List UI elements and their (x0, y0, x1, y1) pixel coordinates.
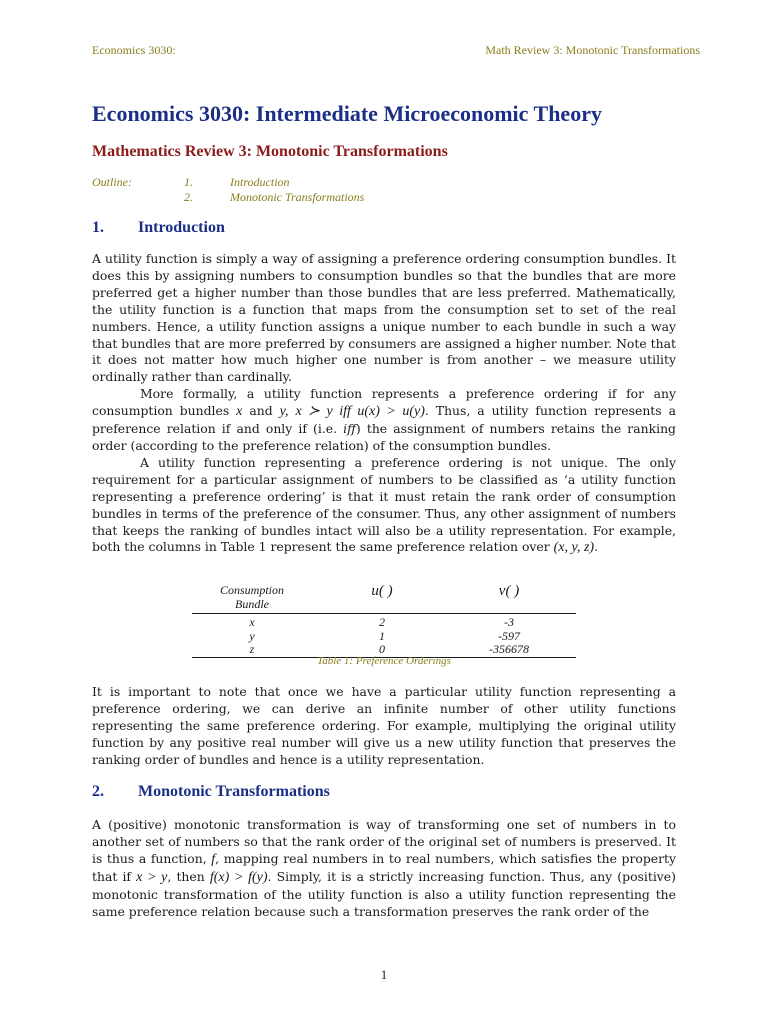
text-run: ) the assignment of numbers retains the ranking order (according to the preference relation) of the consumption bundles. (92, 421, 676, 453)
text-run: A (positive) monotonic transformation is way of transforming one set of numbers in to another set of numbers so that the rank order of the original set of numbers is preserved. It is thus a function, (92, 817, 676, 866)
post-table-body (92, 684, 676, 769)
outline-label: Outline: (92, 175, 132, 189)
iff-term: iff (343, 421, 356, 437)
table-cell: z (249, 642, 255, 656)
math-f: f (211, 851, 216, 867)
introduction-body (92, 251, 676, 557)
text-run: and (249, 403, 273, 419)
math-xyz: (x, y, z) (553, 540, 595, 556)
outline-item (184, 175, 290, 190)
column-header-v: v( ) (498, 583, 520, 599)
column-header-u: u( ) (371, 583, 393, 599)
table-cell: -3 (504, 615, 514, 629)
running-header-left: Economics 3030: (92, 43, 176, 57)
section-title: Introduction (138, 219, 225, 236)
monotonic-body (92, 817, 676, 920)
text-run: , mapping real numbers in to real numbers, which satisfies the property that if (92, 850, 676, 884)
outline-item-number: 1. (184, 175, 193, 189)
outline-item-number: 2. (184, 190, 193, 204)
paragraph: It is important to note that once we have a particular utility function representing a preference ordering, we can derive an infinite number of other utility functions representing the same preference ordering. For example, multiplying the original utility function by any positive real number will give us a new utility function that preserves the ranking order of bundles and hence is a utility representation. (92, 684, 676, 767)
text-run: . Thus, a utility function represents a preference relation if and only if (i.e. (92, 403, 676, 437)
table-cell: -597 (498, 628, 520, 643)
section-number: 1. (92, 219, 104, 236)
outline-item-text: Introduction (230, 175, 290, 189)
table-cell: 1 (379, 628, 385, 643)
section-heading-introduction (92, 219, 225, 237)
text-run: . Simply, it is a strictly increasing function. Thus, any (positive) monotonic transformation of the utility function is also a utility function representing the same preference relation because such a transformation preserves the rank order of the (92, 868, 676, 919)
text-run: , then (167, 868, 205, 884)
page-number: 1 (380, 967, 388, 982)
running-header-right: Math Review 3: Monotonic Transformations (485, 43, 700, 57)
paragraph (92, 817, 676, 920)
header-line: Consumption (219, 583, 284, 597)
math-y: y, (279, 404, 289, 420)
table-cell: -356678 (489, 642, 529, 656)
preference-table (192, 583, 576, 658)
table-header (192, 583, 576, 614)
section-title: Monotonic Transformations (138, 783, 330, 800)
outline-item (184, 190, 364, 205)
paragraph (92, 455, 676, 557)
text-run: . (594, 539, 599, 555)
table-body (192, 614, 576, 658)
text-run: A utility function representing a preference ordering is not unique. The only requirement for a particular assignment of numbers to be classified as ‘a utility function representing a preference ordering’ is that it must retain the rank order of consumption bundles in terms of the preference of the consumer. Thus, any other assignment of numbers that keeps the ranking of bundles intact will also be a utility representation. For example, both the columns in Table 1 represent the same preference relation over (92, 454, 676, 555)
table-cell: y (249, 628, 255, 643)
section-number: 2. (92, 783, 104, 800)
table-caption: Table 1: Preference Orderings (317, 655, 451, 667)
table-row (192, 630, 576, 644)
table-row (192, 616, 576, 630)
column-header-bundle (192, 583, 312, 611)
text-run: More formally, a utility function represents a preference ordering if for any consumption bundles (92, 386, 676, 419)
document-title: Economics 3030: Intermediate Microeconomic Theory (92, 101, 602, 126)
paragraph: A utility function is simply a way of assigning a preference ordering consumption bundles. It does this by assigning numbers to consumption bundles so that the bundles that are more preferred get a higher number than those bundles that are less preferred. Mathematically, the utility function is a function that maps from the consumption set to set of the real numbers. Hence, a utility function assigns a unique number to each bundle in such a way that bundles that are more preferred by consumers are assigned a higher number. Note that it does not matter how much higher one number is from another – we measure utility ordinally rather than cardinally. (92, 251, 676, 385)
table-cell: x (249, 615, 255, 629)
preference-math: x ≻ y iff u(x) > u(y) (295, 404, 425, 420)
math-fx-fy: f(x) > f(y) (209, 869, 268, 885)
math-x: x (236, 404, 243, 420)
header-line: Bundle (235, 597, 269, 611)
table-cell: 0 (379, 642, 385, 656)
outline-item-text: Monotonic Transformations (230, 190, 365, 204)
section-heading-monotonic (92, 783, 330, 801)
math-condition: x > y (136, 869, 168, 885)
table-cell: 2 (379, 615, 385, 629)
paragraph (92, 386, 676, 455)
document-subtitle: Mathematics Review 3: Monotonic Transformations (92, 143, 448, 160)
